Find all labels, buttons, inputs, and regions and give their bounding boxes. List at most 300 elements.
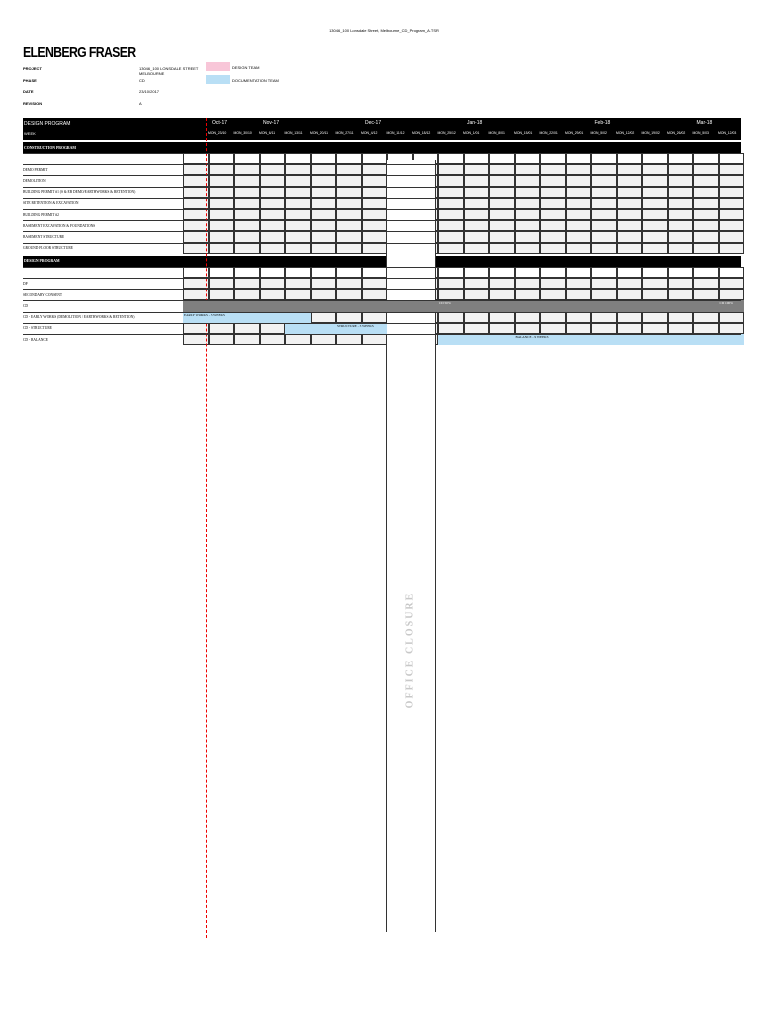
week-cell bbox=[591, 198, 617, 209]
week-cell bbox=[260, 267, 286, 278]
week-cell bbox=[668, 243, 694, 254]
week-cell bbox=[566, 198, 592, 209]
week-cell bbox=[642, 312, 668, 323]
program-row bbox=[23, 312, 741, 323]
week-cell bbox=[489, 209, 515, 220]
program-row bbox=[23, 231, 741, 242]
week-cell bbox=[566, 231, 592, 242]
meta-key: PROJECT bbox=[23, 66, 42, 71]
week-cell bbox=[438, 187, 464, 198]
week-cell bbox=[183, 289, 209, 300]
week-label: MON_18/12 bbox=[412, 131, 431, 135]
week-cell bbox=[540, 231, 566, 242]
week-cell bbox=[234, 267, 260, 278]
brand-logo: ELENBERG FRASER bbox=[23, 44, 136, 61]
week-cell bbox=[591, 323, 617, 334]
week-cell bbox=[515, 323, 541, 334]
week-cell bbox=[336, 220, 362, 231]
week-cell bbox=[668, 289, 694, 300]
week-cell bbox=[540, 289, 566, 300]
week-cell bbox=[438, 209, 464, 220]
week-cell bbox=[515, 209, 541, 220]
row-divider bbox=[23, 220, 741, 221]
week-cell bbox=[566, 153, 592, 164]
week-cell bbox=[183, 323, 209, 334]
week-cell bbox=[591, 278, 617, 289]
week-cell bbox=[591, 164, 617, 175]
gantt-bar bbox=[336, 323, 387, 334]
week-cell bbox=[464, 289, 490, 300]
week-cell bbox=[362, 243, 388, 254]
week-cell bbox=[693, 220, 719, 231]
week-cell bbox=[591, 243, 617, 254]
gantt-bar bbox=[515, 334, 745, 345]
week-cell bbox=[693, 164, 719, 175]
week-cell bbox=[311, 278, 337, 289]
week-cell bbox=[693, 153, 719, 164]
week-cell bbox=[464, 153, 490, 164]
week-cell bbox=[234, 153, 260, 164]
week-cell bbox=[234, 209, 260, 220]
meta-value: 13046_100 LONSDALE STREET MELBOURNE bbox=[139, 66, 199, 76]
week-cell bbox=[617, 153, 643, 164]
week-cell bbox=[693, 289, 719, 300]
week-cell bbox=[311, 312, 337, 323]
week-cell bbox=[489, 312, 515, 323]
week-cell bbox=[591, 209, 617, 220]
row-divider bbox=[23, 198, 741, 199]
week-cell bbox=[693, 267, 719, 278]
week-cell bbox=[591, 231, 617, 242]
week-cell bbox=[183, 220, 209, 231]
week-cell bbox=[285, 198, 311, 209]
week-cell bbox=[234, 187, 260, 198]
week-cell bbox=[668, 153, 694, 164]
week-cell bbox=[540, 267, 566, 278]
week-cell bbox=[566, 209, 592, 220]
week-cell bbox=[209, 175, 235, 186]
legend-design-team bbox=[206, 62, 306, 71]
week-cell bbox=[591, 220, 617, 231]
week-cell bbox=[260, 220, 286, 231]
week-cell bbox=[591, 267, 617, 278]
week-cell bbox=[719, 231, 745, 242]
meta-value: A bbox=[139, 101, 142, 106]
week-label: MON_25/12 bbox=[437, 131, 456, 135]
task-label: BASEMENT EXCAVATION & FOUNDATIONS bbox=[23, 223, 96, 228]
week-cell bbox=[642, 243, 668, 254]
week-label: MON_19/03 bbox=[743, 131, 762, 135]
week-cell bbox=[489, 231, 515, 242]
week-cell bbox=[642, 231, 668, 242]
week-cell bbox=[693, 323, 719, 334]
row-divider bbox=[23, 267, 741, 268]
week-cell bbox=[591, 289, 617, 300]
program-header bbox=[23, 118, 762, 140]
week-cell bbox=[311, 187, 337, 198]
week-cell bbox=[362, 187, 388, 198]
week-cell bbox=[540, 175, 566, 186]
program-row bbox=[23, 243, 741, 254]
week-cell bbox=[209, 289, 235, 300]
week-cell bbox=[693, 278, 719, 289]
week-cell bbox=[234, 231, 260, 242]
week-cell bbox=[183, 198, 209, 209]
week-cell bbox=[362, 220, 388, 231]
row-divider bbox=[23, 243, 741, 244]
task-label: CD - EARLY WORKS (DEMOLITION / EARTHWORKS & RETENTION) bbox=[23, 315, 135, 320]
gantt-bar bbox=[719, 300, 745, 311]
week-cell bbox=[311, 198, 337, 209]
week-cell bbox=[362, 334, 388, 345]
week-cell bbox=[489, 153, 515, 164]
week-cell bbox=[260, 323, 286, 334]
week-cell bbox=[693, 175, 719, 186]
meta-key: PHASE bbox=[23, 78, 37, 83]
week-cell bbox=[311, 209, 337, 220]
week-cell bbox=[311, 334, 337, 345]
row-divider bbox=[23, 278, 741, 279]
week-cell bbox=[438, 243, 464, 254]
week-cell bbox=[515, 187, 541, 198]
week-label: MON_26/02 bbox=[667, 131, 686, 135]
week-cell bbox=[591, 153, 617, 164]
week-cell bbox=[209, 243, 235, 254]
task-label: BASEMENT STRUCTURE bbox=[23, 234, 65, 239]
week-cell bbox=[336, 312, 362, 323]
week-cell bbox=[209, 278, 235, 289]
week-cell bbox=[183, 278, 209, 289]
week-cell bbox=[183, 334, 209, 345]
week-cell bbox=[719, 243, 745, 254]
week-label: MON_13/11 bbox=[284, 131, 303, 135]
legend-label: DESIGN TEAM bbox=[232, 65, 260, 70]
week-cell bbox=[642, 220, 668, 231]
week-cell bbox=[183, 175, 209, 186]
program-row bbox=[23, 175, 741, 186]
meta-key: DATE bbox=[23, 89, 34, 94]
week-cell bbox=[642, 164, 668, 175]
week-cell bbox=[234, 289, 260, 300]
week-cell bbox=[464, 312, 490, 323]
week-cell bbox=[489, 243, 515, 254]
week-cell bbox=[464, 231, 490, 242]
week-cell bbox=[719, 198, 745, 209]
week-cell bbox=[183, 153, 209, 164]
week-label: MON_19/02 bbox=[641, 131, 660, 135]
week-cell bbox=[311, 289, 337, 300]
legend-documentation-team bbox=[206, 75, 306, 84]
week-cell bbox=[642, 289, 668, 300]
meta-value: 23/10/2017 bbox=[139, 89, 160, 94]
week-cell bbox=[464, 278, 490, 289]
row-divider bbox=[23, 187, 741, 188]
week-cell bbox=[489, 278, 515, 289]
week-cell bbox=[642, 175, 668, 186]
week-cell bbox=[489, 164, 515, 175]
week-cell bbox=[438, 312, 464, 323]
section-header bbox=[23, 142, 741, 153]
week-cell bbox=[642, 153, 668, 164]
week-cell bbox=[668, 323, 694, 334]
week-cell bbox=[285, 187, 311, 198]
week-cell bbox=[285, 153, 311, 164]
file-name: 13046_100 Lonsdale Street, Melbourne_CD_Program_A.TSR bbox=[329, 28, 439, 33]
row-divider bbox=[23, 153, 741, 154]
week-cell bbox=[617, 175, 643, 186]
week-cell bbox=[438, 231, 464, 242]
week-cell bbox=[362, 289, 388, 300]
week-cell bbox=[285, 164, 311, 175]
week-cell bbox=[566, 312, 592, 323]
week-cell bbox=[260, 278, 286, 289]
week-cell bbox=[464, 198, 490, 209]
week-cell bbox=[311, 164, 337, 175]
week-cell bbox=[336, 198, 362, 209]
week-cell bbox=[438, 278, 464, 289]
week-cell bbox=[209, 187, 235, 198]
week-cell bbox=[489, 323, 515, 334]
week-cell bbox=[234, 243, 260, 254]
week-cell bbox=[617, 187, 643, 198]
week-cell bbox=[642, 198, 668, 209]
week-cell bbox=[336, 334, 362, 345]
week-label: MON_4/12 bbox=[361, 131, 378, 135]
week-cell bbox=[234, 164, 260, 175]
month-label: Dec-17 bbox=[365, 120, 382, 126]
week-cell bbox=[719, 164, 745, 175]
gantt-bar-label: STRUCTURE - 3 WEEKS bbox=[337, 323, 374, 328]
week-cell bbox=[464, 220, 490, 231]
week-cell bbox=[566, 278, 592, 289]
task-label: CD bbox=[23, 303, 28, 308]
week-cell bbox=[209, 267, 235, 278]
week-cell bbox=[362, 175, 388, 186]
week-cell bbox=[540, 220, 566, 231]
task-label: BUILDING PERMIT #1 (S & EB DEMO/EARTHWORKS & RETENTION) bbox=[23, 190, 136, 195]
program-row bbox=[23, 220, 741, 231]
week-cell bbox=[617, 267, 643, 278]
week-cell bbox=[234, 323, 260, 334]
week-cell bbox=[311, 243, 337, 254]
week-cell bbox=[489, 289, 515, 300]
week-cell bbox=[642, 209, 668, 220]
week-cell bbox=[336, 164, 362, 175]
week-cell bbox=[617, 278, 643, 289]
week-cell bbox=[515, 312, 541, 323]
month-label: Feb-18 bbox=[594, 120, 611, 126]
week-cell bbox=[464, 267, 490, 278]
program-row bbox=[23, 198, 741, 209]
month-label: Mar-18 bbox=[696, 120, 713, 126]
week-cell bbox=[617, 323, 643, 334]
section-title: CONSTRUCTION PROGRAM bbox=[24, 145, 76, 150]
week-cell bbox=[438, 267, 464, 278]
week-cell bbox=[540, 209, 566, 220]
row-divider bbox=[23, 312, 741, 313]
week-cell bbox=[642, 267, 668, 278]
week-cell bbox=[668, 198, 694, 209]
row-divider bbox=[23, 231, 741, 232]
week-cell bbox=[642, 278, 668, 289]
week-cell bbox=[362, 164, 388, 175]
week-cell bbox=[336, 243, 362, 254]
week-cell bbox=[438, 198, 464, 209]
week-cell bbox=[285, 243, 311, 254]
week-cell bbox=[719, 323, 745, 334]
week-cell bbox=[209, 323, 235, 334]
program-row bbox=[23, 153, 741, 164]
task-label: CD - STRUCTURE bbox=[23, 326, 52, 331]
week-cell bbox=[566, 175, 592, 186]
week-cell bbox=[566, 220, 592, 231]
week-cell bbox=[285, 278, 311, 289]
week-cell bbox=[540, 243, 566, 254]
week-cell bbox=[464, 175, 490, 186]
week-cell bbox=[311, 220, 337, 231]
week-cell bbox=[209, 209, 235, 220]
week-cell bbox=[209, 334, 235, 345]
program-row bbox=[23, 289, 741, 300]
week-cell bbox=[489, 267, 515, 278]
week-cell bbox=[566, 187, 592, 198]
week-cell bbox=[489, 198, 515, 209]
week-cell bbox=[285, 289, 311, 300]
gantt-bar-label: BALANCE - 9 WEEKS bbox=[515, 335, 549, 339]
month-label: Jan-18 bbox=[467, 120, 483, 126]
task-label: BUILDING PERMIT #2 bbox=[23, 212, 59, 217]
week-cell bbox=[438, 323, 464, 334]
week-cell bbox=[515, 153, 541, 164]
week-cell bbox=[693, 231, 719, 242]
week-cell bbox=[591, 312, 617, 323]
week-cell bbox=[515, 289, 541, 300]
month-label: Oct-17 bbox=[212, 120, 228, 126]
week-cell bbox=[260, 289, 286, 300]
week-cell bbox=[260, 153, 286, 164]
header-title: DESIGN PROGRAM bbox=[24, 121, 71, 127]
week-cell bbox=[285, 209, 311, 220]
week-cell bbox=[668, 278, 694, 289]
week-cell bbox=[719, 289, 745, 300]
week-cell bbox=[209, 231, 235, 242]
week-cell bbox=[719, 209, 745, 220]
week-cell bbox=[489, 187, 515, 198]
week-cell bbox=[719, 267, 745, 278]
week-cell bbox=[693, 312, 719, 323]
current-week-marker bbox=[206, 118, 207, 938]
week-label: MON_12/03 bbox=[718, 131, 737, 135]
week-label: MON_8/01 bbox=[488, 131, 505, 135]
week-cell bbox=[693, 187, 719, 198]
week-cell bbox=[183, 187, 209, 198]
week-cell bbox=[234, 198, 260, 209]
week-cell bbox=[617, 164, 643, 175]
week-cell bbox=[617, 198, 643, 209]
week-cell bbox=[260, 334, 286, 345]
gantt-bar-label: CD 50% bbox=[439, 301, 451, 306]
week-cell bbox=[668, 187, 694, 198]
week-cell bbox=[566, 164, 592, 175]
gantt-bar bbox=[285, 323, 336, 334]
week-cell bbox=[311, 267, 337, 278]
week-label: MON_11/12 bbox=[386, 131, 405, 135]
week-cell bbox=[464, 243, 490, 254]
gantt-bar bbox=[438, 300, 464, 311]
office-closure-label: OFFICE CLOSURE bbox=[404, 591, 416, 709]
week-cell bbox=[668, 267, 694, 278]
week-cell bbox=[438, 289, 464, 300]
week-cell bbox=[668, 220, 694, 231]
week-cell bbox=[362, 209, 388, 220]
week-cell bbox=[719, 153, 745, 164]
week-cell bbox=[540, 198, 566, 209]
week-cell bbox=[719, 175, 745, 186]
week-cell bbox=[209, 220, 235, 231]
row-divider bbox=[23, 323, 741, 324]
row-divider bbox=[23, 334, 741, 335]
week-cell bbox=[515, 267, 541, 278]
week-cell bbox=[719, 220, 745, 231]
week-cell bbox=[566, 267, 592, 278]
week-cell bbox=[515, 175, 541, 186]
gantt-bar-label: CD 100% bbox=[719, 301, 733, 306]
gantt-bar bbox=[183, 312, 311, 323]
week-cell bbox=[515, 278, 541, 289]
row-divider bbox=[23, 289, 741, 290]
gantt-bar-label: EARLY WORKS - 3 WEEKS bbox=[184, 312, 225, 317]
week-cell bbox=[540, 153, 566, 164]
week-cell bbox=[464, 164, 490, 175]
week-cell bbox=[540, 323, 566, 334]
week-cell bbox=[617, 220, 643, 231]
meta-key: REVISION bbox=[23, 101, 43, 106]
meta-value: CD bbox=[139, 78, 145, 83]
week-cell bbox=[260, 187, 286, 198]
week-cell bbox=[362, 153, 388, 164]
week-cell bbox=[362, 278, 388, 289]
row-divider bbox=[23, 209, 741, 210]
week-cell bbox=[311, 231, 337, 242]
week-cell bbox=[668, 164, 694, 175]
week-cell bbox=[362, 231, 388, 242]
week-cell bbox=[362, 312, 388, 323]
week-label: MON_27/11 bbox=[335, 131, 354, 135]
week-cell bbox=[515, 243, 541, 254]
week-cell bbox=[693, 243, 719, 254]
week-cell bbox=[336, 289, 362, 300]
week-cell bbox=[540, 278, 566, 289]
week-cell bbox=[489, 220, 515, 231]
week-cell bbox=[591, 187, 617, 198]
week-cell bbox=[183, 243, 209, 254]
week-cell bbox=[438, 220, 464, 231]
week-label: MON_29/01 bbox=[565, 131, 584, 135]
week-cell bbox=[617, 289, 643, 300]
task-label: SITE RETENTION & EXCAVATION bbox=[23, 201, 79, 206]
week-cell bbox=[234, 278, 260, 289]
week-cell bbox=[285, 231, 311, 242]
week-cell bbox=[719, 278, 745, 289]
week-label: MON_15/01 bbox=[514, 131, 533, 135]
task-label: DEMO PERMIT bbox=[23, 167, 48, 172]
week-cell bbox=[438, 153, 464, 164]
week-cell bbox=[515, 198, 541, 209]
week-cell bbox=[260, 209, 286, 220]
week-cell bbox=[260, 175, 286, 186]
program-row bbox=[23, 187, 741, 198]
week-cell bbox=[591, 175, 617, 186]
